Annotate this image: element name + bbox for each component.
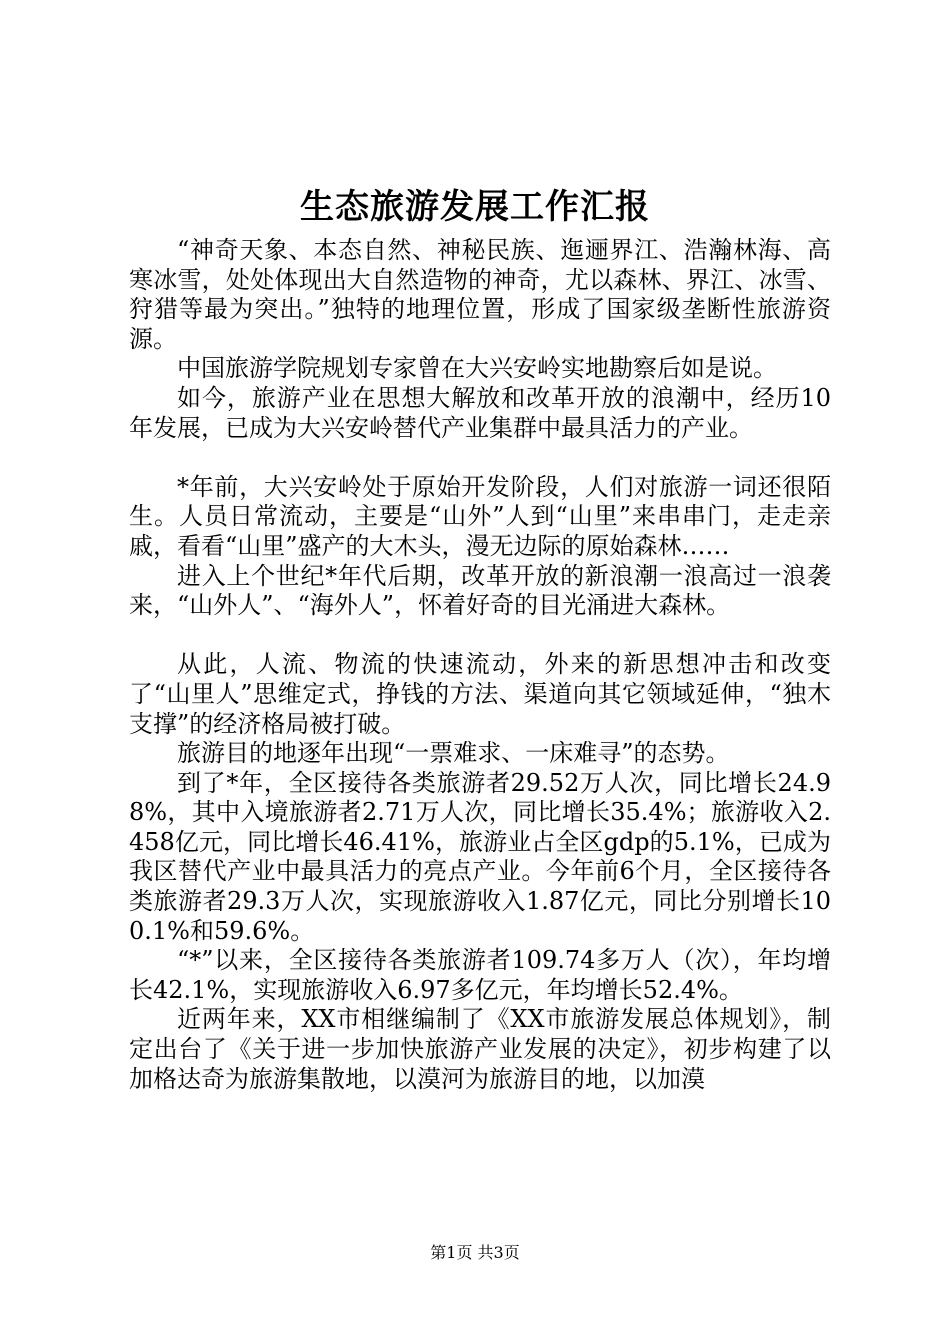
page-indicator: 第1页 共3页 (430, 1243, 520, 1262)
paragraph-3: 如今，旅游产业在思想大解放和改革开放的浪潮中，经历10年发展，已成为大兴安岭替代产业集群中最具活力的产业。 (129, 383, 831, 442)
document-body (129, 236, 831, 1094)
paragraph-5: 进入上个世纪*年代后期，改革开放的新浪潮一浪高过一浪袭来，“山外人”、“海外人”，怀着好奇的目光涌进大森林。 (129, 561, 831, 620)
paragraph-1: “神奇天象、本态自然、神秘民族、迤逦界江、浩瀚林海、高寒冰雪，处处体现出大自然造物的神奇，尤以森林、界江、冰雪、狩猎等最为突出。”独特的地理位置，形成了国家级垄断性旅游资源。 (129, 236, 831, 353)
paragraph-9: “*”以来，全区接待各类旅游者109.74多万人（次），年均增长42.1%，实现旅游收入6.97多亿元，年均增长52.4%。 (129, 946, 831, 1004)
paragraph-10: 近两年来，XX市相继编制了《XX市旅游发展总体规划》，制定出台了《关于进一步加快旅游产业发展的决定》，初步构建了以加格达奇为旅游集散地，以漠河为旅游目的地，以加漠 (129, 1005, 831, 1093)
paragraph-4: *年前，大兴安岭处于原始开发阶段，人们对旅游一词还很陌生。人员日常流动，主要是“山外”人到“山里”来串串门，走走亲戚，看看“山里”盛产的大木头，漫无边际的原始森林…… (129, 472, 831, 560)
document-title: 生态旅游发展工作汇报 (300, 187, 650, 227)
paragraph-2: 中国旅游学院规划专家曾在大兴安岭实地勘察后如是说。 (177, 354, 777, 383)
paragraph-8: 到了*年，全区接待各类旅游者29.52万人次，同比增长24.98%，其中入境旅游者2.71万人次，同比增长35.4%；旅游收入2.458亿元，同比增长46.41%，旅游业占全区gdp的5.1%，已成为我区替代产业中最具活力的亮点产业。今年前6个月，全区接待各类旅游者29.3万人次，实现旅游收入1.87亿元，同比分别增长100.1%和59.6%。 (129, 768, 831, 945)
paragraph-7: 旅游目的地逐年出现“一票难求、一床难寻”的态势。 (177, 739, 730, 768)
paragraph-6: 从此，人流、物流的快速流动，外来的新思想冲击和改变了“山里人”思维定式，挣钱的方法、渠道向其它领域延伸，“独木支撑”的经济格局被打破。 (129, 650, 831, 738)
